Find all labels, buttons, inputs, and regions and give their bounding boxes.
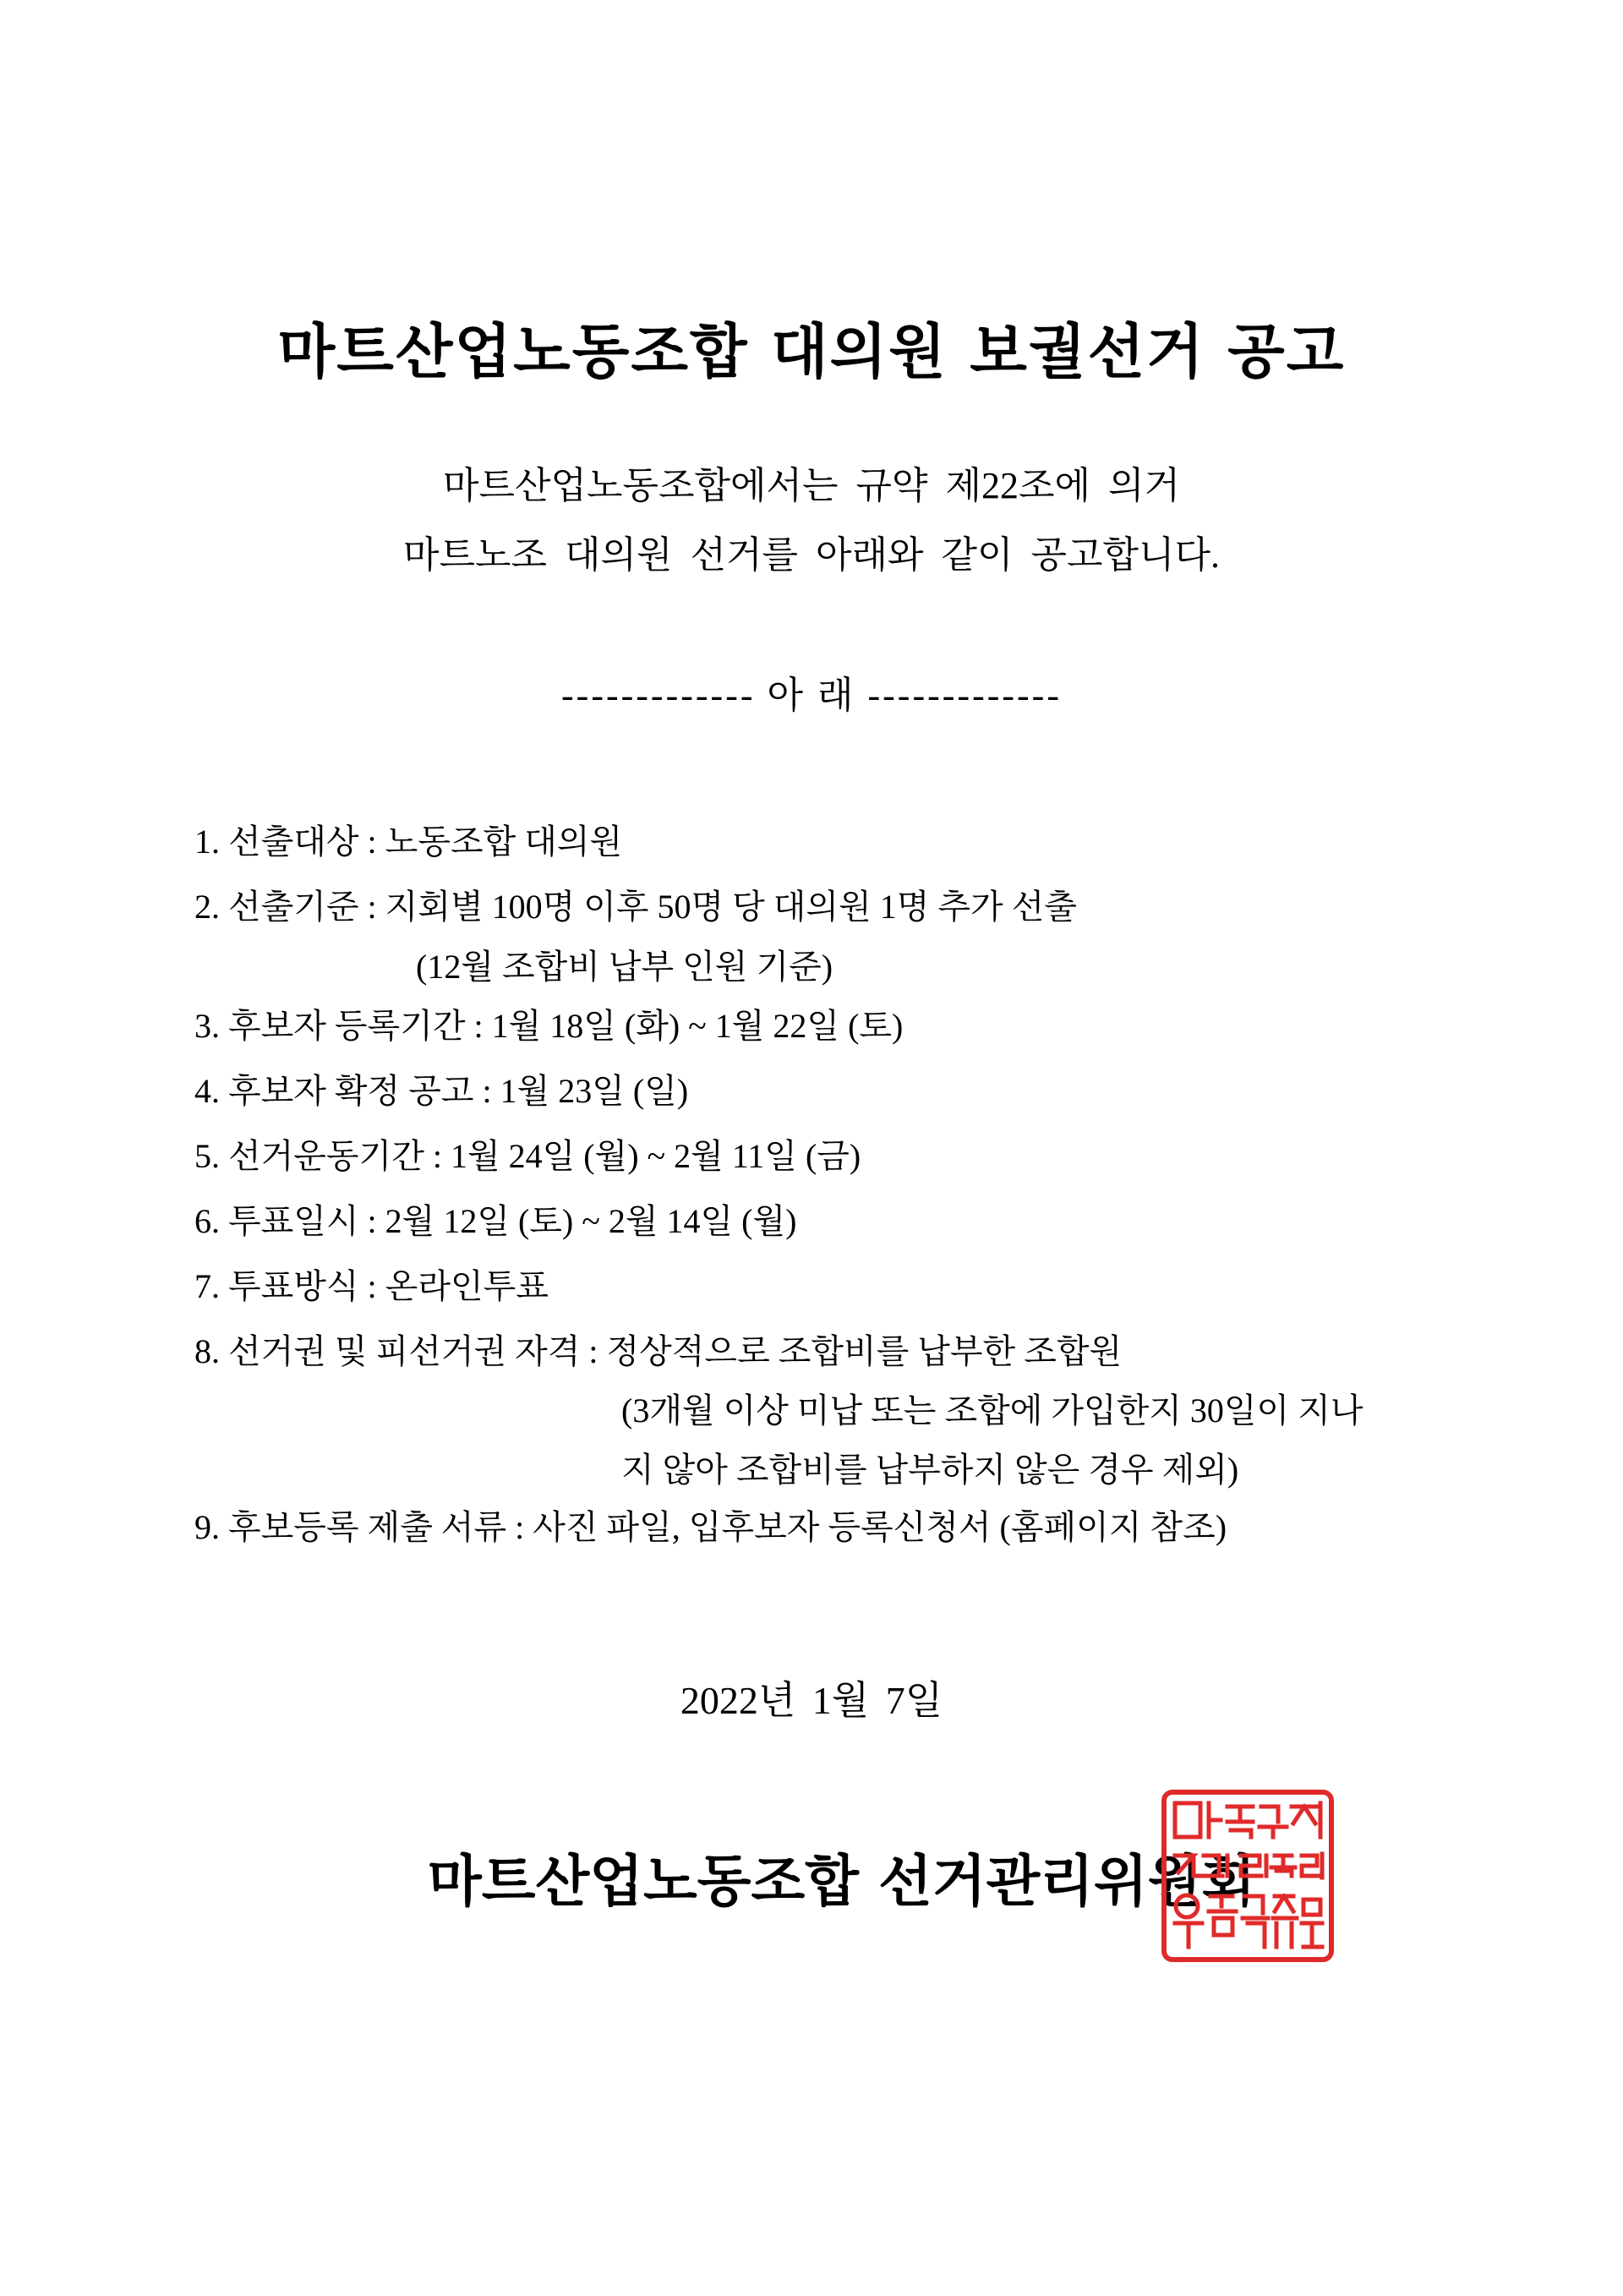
item-6: 6. 투표일시 : 2월 12일 (토) ~ 2월 14일 (월) [194, 1202, 797, 1240]
intro-line-2: 마트노조 대의원 선거를 아래와 같이 공고합니다. [402, 534, 1221, 576]
item-8-note-2: 지 않아 조합비를 납부하지 않은 경우 제외) [621, 1451, 1239, 1489]
item-8-note-1: (3개월 이상 미납 또는 조합에 가입한지 30일이 지나 [621, 1391, 1363, 1430]
section-divider: ------------- 아 래 ------------- [561, 675, 1062, 716]
item-5: 5. 선거운동기간 : 1월 24일 (월) ~ 2월 11일 (금) [194, 1137, 861, 1175]
committee-name: 마트산업노동조합 선거관리위원회 [428, 1849, 1256, 1914]
item-2: 2. 선출기준 : 지회별 100명 이후 50명 당 대의원 1명 추가 선출 [194, 888, 1077, 926]
item-1: 1. 선출대상 : 노동조합 대의원 [194, 823, 623, 861]
item-4: 4. 후보자 확정 공고 : 1월 23일 (일) [194, 1072, 689, 1110]
item-7: 7. 투표방식 : 온라인투표 [194, 1267, 549, 1305]
official-seal [1160, 1788, 1336, 1964]
notice-title: 마트산업노동조합 대의원 보궐선거 공고 [277, 316, 1346, 386]
item-8: 8. 선거권 및 피선거권 자격 : 정상적으로 조합비를 납부한 조합원 [194, 1332, 1123, 1370]
item-2-note: (12월 조합비 납부 인원 기준) [416, 948, 833, 986]
item-3: 3. 후보자 등록기간 : 1월 18일 (화) ~ 1월 22일 (토) [194, 1007, 904, 1045]
intro-line-1: 마트산업노동조합에서는 규약 제22조에 의거 [442, 465, 1181, 506]
notice-date: 2022년 1월 7일 [680, 1679, 943, 1722]
seal-text: 마트노조 선거관리 위원장인 [1237, 1956, 1259, 1958]
item-9: 9. 후보등록 제출 서류 : 사진 파일, 입후보자 등록신청서 (홈페이지 참조) [194, 1508, 1227, 1546]
